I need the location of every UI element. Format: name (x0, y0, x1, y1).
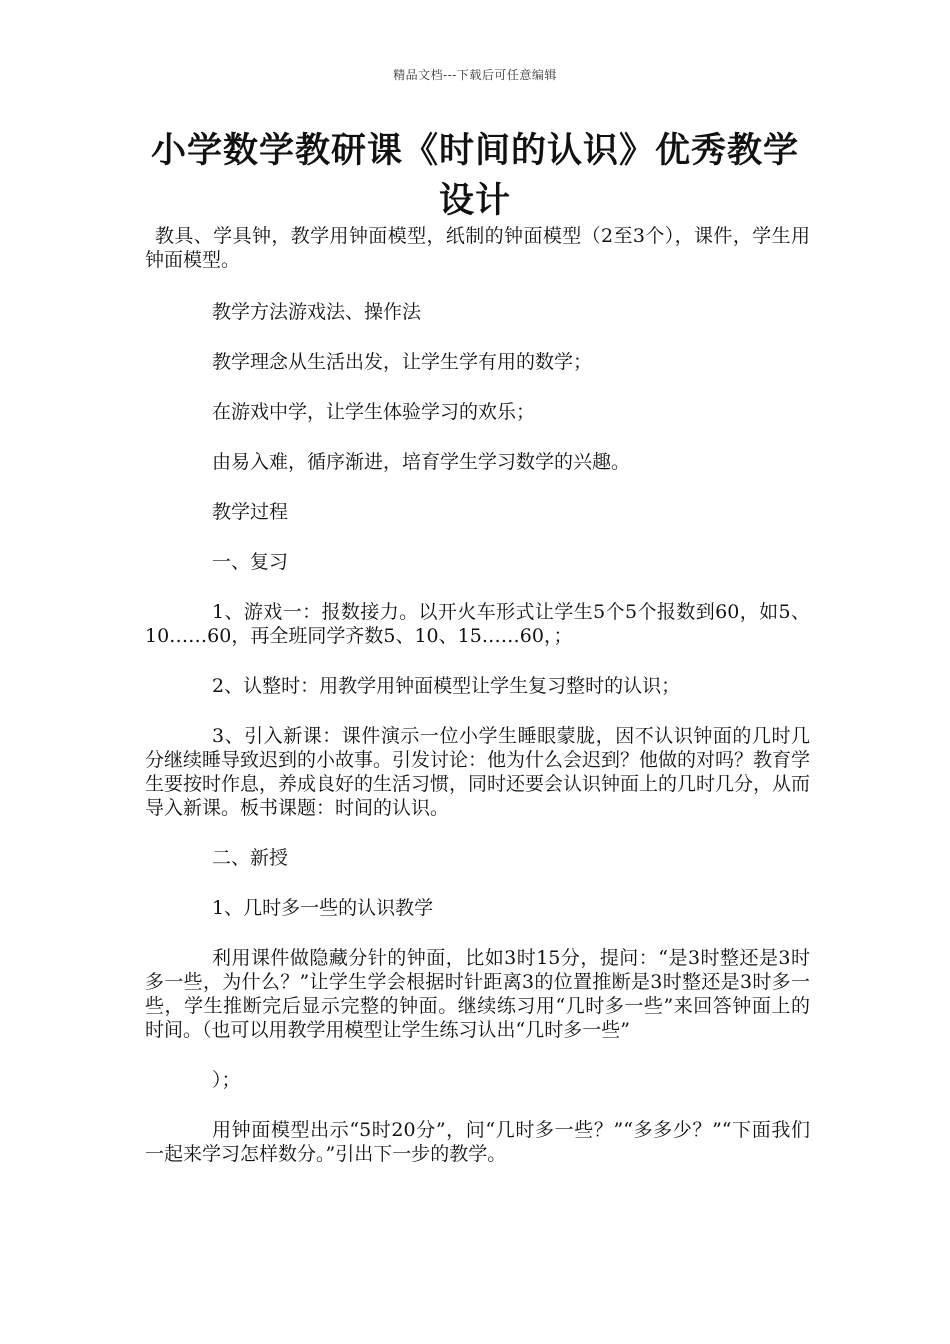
document-title: 小学数学教研课《时间的认识》优秀教学设计 (150, 130, 799, 221)
paragraph-philosophy-3: 由易入难，循序渐进，培育学生学习数学的兴趣。 (212, 451, 631, 473)
document-body (145, 224, 810, 1192)
paragraph-courseware-clock: 利用课件做隐藏分针的钟面，比如3时15分，提问：“是3时整还是3时多一些，为什么？”让学生学会根据时针距离3的位置推断是3时整还是3时多一些，学生推断完后显示完整的钟面。继续练习用“几时多一些”来回答钟面上的时间。（也可以用教学用模型让学生练习认出“几时多一些” (145, 947, 810, 1041)
subheading-a-bit-past: 1、几时多一些的认识教学 (212, 897, 434, 919)
paragraph-intro-lesson: 3、引入新课：课件演示一位小学生睡眼蒙胧，因不认识钟面的几时几分继续睡导致迟到的小故事。引发讨论：他为什么会迟到？他做的对吗？教育学生要按时作息，养成良好的生活习惯，同时还要会认识钟面上的几时几分，从而导入新课。板书课题：时间的认识。 (145, 725, 811, 819)
paragraph-game-one: 1、游戏一：报数接力。以开火车形式让学生5个5个报数到60，如5、10……60，再全班同学齐数5、10、15……60，； (145, 601, 810, 647)
paragraph-materials: 教具、学具钟，教学用钟面模型，纸制的钟面模型（2至3个），课件，学生用钟面模型。 (145, 225, 810, 271)
paragraph-closing-bracket: ）； (212, 1069, 241, 1091)
paragraph-methods: 教学方法游戏法、操作法 (212, 301, 422, 323)
paragraph-philosophy-2: 在游戏中学，让学生体验学习的欢乐； (212, 401, 536, 423)
section-heading-review: 一、复习 (212, 551, 289, 573)
section-heading-process: 教学过程 (212, 501, 289, 523)
page-header: 精品文档---下载后可任意编辑 (393, 68, 557, 82)
paragraph-whole-hours: 2、认整时：用教学用钟面模型让学生复习整时的认识； (212, 675, 681, 697)
paragraph-philosophy-1: 教学理念从生活出发，让学生学有用的数学； (212, 351, 593, 373)
paragraph-clock-model: 用钟面模型出示“5时20分”，问“几时多一些？”“多多少？”“下面我们一起来学习怎样数分。”引出下一步的教学。 (145, 1119, 810, 1165)
section-heading-new-lesson: 二、新授 (212, 847, 289, 869)
